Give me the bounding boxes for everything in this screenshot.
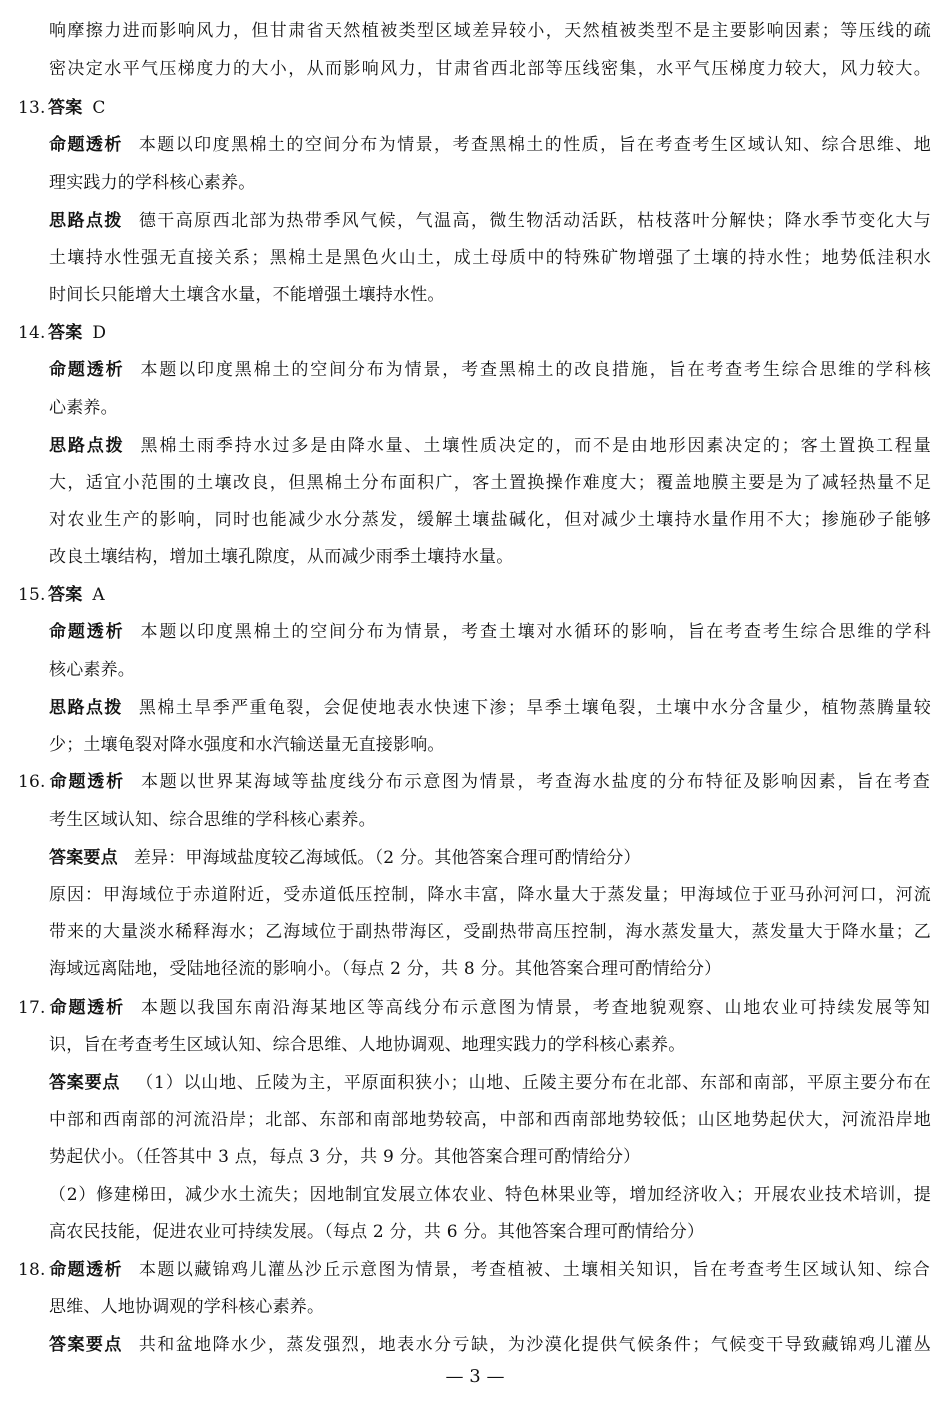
text-line: 改良土壤结构，增加土壤孔隙度，从而减少雨季土壤持水量。 [49, 547, 514, 567]
section-label: 答案要点 [49, 1073, 121, 1093]
question-15-answer [18, 583, 930, 607]
section-label: 思路点拨 [49, 698, 123, 718]
text-line: 势起伏小。（任答其中 3 点，每点 3 分，共 9 分。其他答案合理可酌情给分） [49, 1147, 641, 1167]
answer-label: 答案 [48, 585, 83, 605]
question-number: 17. [18, 998, 46, 1018]
text-line: 思路点拨 黑棉土旱季严重龟裂，会促使地表水快速下渗；旱季土壤龟裂，土壤中水分含量少，植物蒸腾量较 [49, 698, 931, 718]
answer-value: A [92, 585, 105, 605]
text-line: 海域远离陆地，受陆地径流的影响小。（每点 2 分，共 8 分。其他答案合理可酌情给分） [49, 959, 722, 979]
section-label: 命题透析 [48, 998, 125, 1018]
text-line: 核心素养。 [49, 660, 135, 680]
text-line: 命题透析 本题以印度黑棉土的空间分布为情景，考查黑棉土的性质，旨在考查考生区域认知、综合思维、地 [49, 135, 931, 155]
text-line: 对农业生产的影响，同时也能减少水分蒸发，缓解土壤盐碱化，但对减少土壤持水量作用不大；掺施砂子能够 [49, 510, 931, 530]
section-label: 命题透析 [49, 622, 125, 642]
text-line: 原因：甲海域位于赤道附近，受赤道低压控制，降水丰富，降水量大于蒸发量；甲海域位于亚马孙河河口，河流 [49, 885, 931, 905]
text-line: 考生区域认知、综合思维的学科核心素养。 [49, 810, 376, 830]
question-14-answer [18, 321, 930, 345]
text-line: 答案要点 共和盆地降水少，蒸发强烈，地表水分亏缺，为沙漠化提供气候条件；气候变干导致藏锦鸡儿灌丛 [49, 1335, 931, 1355]
text-line: 时间长只能增大土壤含水量，不能增强土壤持水性。 [49, 285, 445, 305]
answer-value: C [92, 98, 106, 118]
text-line: 思维、人地协调观的学科核心素养。 [49, 1297, 325, 1317]
question-18-header: 18. 命题透析 本题以藏锦鸡儿灌丛沙丘示意图为情景，考查植被、土壤相关知识，旨在考查考生区域认知、综合 [18, 1260, 930, 1280]
section-label: 命题透析 [49, 360, 125, 380]
text-line: 高农民技能，促进农业可持续发展。（每点 2 分，共 6 分。其他答案合理可酌情给分） [49, 1222, 705, 1242]
question-number: 18. [18, 1260, 46, 1280]
text-line: 少；土壤龟裂对降水强度和水汽输送量无直接影响。 [49, 735, 445, 755]
answer-label: 答案 [48, 323, 83, 343]
text-line: 识，旨在考查考生区域认知、综合思维、人地协调观、地理实践力的学科核心素养。 [49, 1035, 686, 1055]
section-label: 思路点拨 [49, 436, 125, 456]
text-line: 思路点拨 黑棉土雨季持水过多是由降水量、土壤性质决定的，而不是由地形因素决定的；客土置换工程量 [49, 436, 931, 456]
text-line: 思路点拨 德干高原西北部为热带季风气候，气温高，微生物活动活跃，枯枝落叶分解快；降水季节变化大与 [49, 211, 931, 231]
section-label: 命题透析 [48, 772, 125, 792]
text-line: 中部和西南部的河流沿岸；北部、东部和南部地势较高，中部和西南部地势较低；山区地势起伏大，河流沿岸地 [49, 1110, 931, 1130]
section-label: 命题透析 [48, 1260, 123, 1280]
section-label: 答案要点 [49, 1335, 123, 1355]
question-17-header: 17. 命题透析 本题以我国东南沿海某地区等高线分布示意图为情景，考查地貌观察、山地农业可持续发展等知 [18, 998, 930, 1018]
text-line: 答案要点 差异：甲海域盐度较乙海域低。（2 分。其他答案合理可酌情给分） [49, 848, 641, 868]
question-number: 15. [18, 585, 46, 605]
question-number: 14. [18, 323, 46, 343]
question-16-header: 16. 命题透析 本题以世界某海域等盐度线分布示意图为情景，考查海水盐度的分布特征及影响因素，旨在考查 [18, 772, 930, 792]
question-13-answer [18, 96, 930, 120]
text-line: 带来的大量淡水稀释海水；乙海域位于副热带海区，受副热带高压控制，海水蒸发量大，蒸发量大于降水量；乙 [49, 922, 931, 942]
answer-label: 答案 [48, 98, 83, 118]
section-label: 思路点拨 [49, 211, 123, 231]
answer-value: D [92, 323, 107, 343]
text-line: 密决定水平气压梯度力的大小，从而影响风力，甘肃省西北部等压线密集，水平气压梯度力较大，风力较大。 [49, 59, 931, 79]
text-line: （2）修建梯田，减少水土流失；因地制宜发展立体农业、特色林果业等，增加经济收入；开展农业技术培训，提 [49, 1185, 931, 1205]
text-line: 理实践力的学科核心素养。 [49, 173, 256, 193]
question-number: 13. [18, 98, 46, 118]
text-line: 大，适宜小范围的土壤改良，但黑棉土分布面积广，客土置换操作难度大；覆盖地膜主要是为了减轻热量不足 [49, 473, 931, 493]
text-line: 响摩擦力进而影响风力，但甘肃省天然植被类型区域差异较小，天然植被类型不是主要影响因素；等压线的疏 [49, 21, 931, 41]
text-line: 心素养。 [49, 398, 118, 418]
text-line: 土壤持水性强无直接关系；黑棉土是黑色火山土，成土母质中的特殊矿物增强了土壤的持水性；地势低洼积水 [49, 248, 931, 268]
page-number: — 3 — [445, 1366, 505, 1387]
section-label: 命题透析 [49, 135, 123, 155]
text-line: 命题透析 本题以印度黑棉土的空间分布为情景，考查黑棉土的改良措施，旨在考查考生综合思维的学科核 [49, 360, 931, 380]
text-line: 命题透析 本题以印度黑棉土的空间分布为情景，考查土壤对水循环的影响，旨在考查考生综合思维的学科 [49, 622, 931, 642]
section-label: 答案要点 [49, 848, 118, 868]
text-line: 答案要点 （1）以山地、丘陵为主，平原面积狭小；山地、丘陵主要分布在北部、东部和南部，平原主要分布在 [49, 1073, 931, 1093]
question-number: 16. [18, 772, 46, 792]
